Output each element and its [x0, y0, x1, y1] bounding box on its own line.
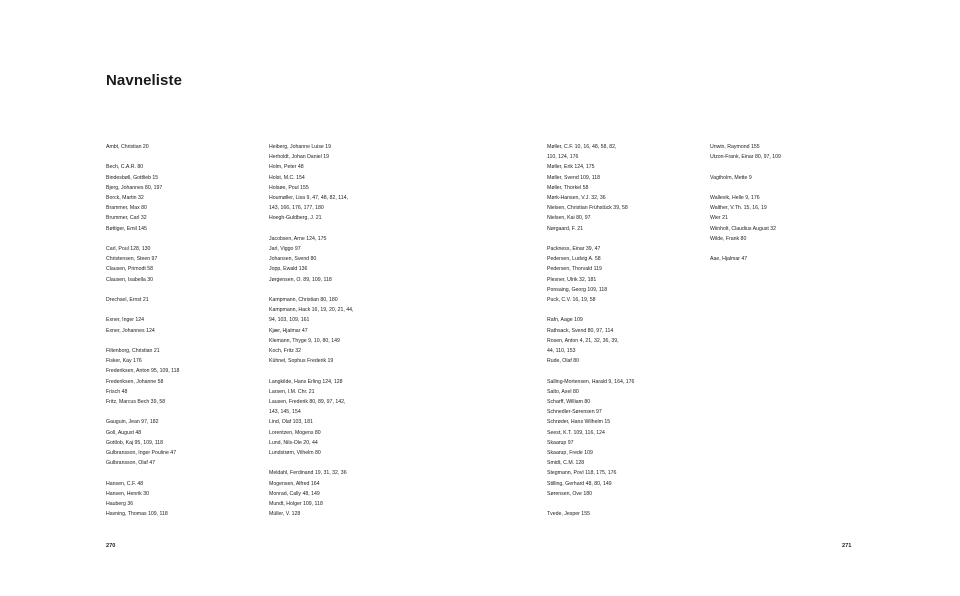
index-entry: Pedersen, Ludvig A. 58	[547, 256, 601, 263]
index-letter-group	[106, 244, 266, 285]
index-entry: Lausen, Frederik 80, 89, 97, 142,	[269, 399, 346, 406]
index-entry: 143, 166, 176, 177, 180	[269, 205, 324, 212]
index-entry: Smidt, C.M. 128	[547, 460, 585, 467]
index-entry: Skaarup 97	[547, 439, 574, 446]
index-letter-group	[547, 142, 707, 234]
index-entry: Ponsaing, Georg 109, 118	[547, 286, 608, 293]
index-entry: Larsen, I.M. Chr. 21	[269, 388, 315, 395]
index-letter-group	[106, 417, 266, 468]
index-entry: Kjær, Hjalmar 47	[269, 327, 308, 334]
index-entry: Salto, Axel 80	[547, 388, 579, 395]
index-entry: Brammer, Max 80	[106, 205, 147, 212]
index-entry: 143, 145, 154	[269, 409, 301, 416]
index-entry: Stegmann, Povl 118, 175, 176	[547, 470, 617, 477]
index-letter-group	[710, 142, 870, 162]
index-entry: Gottlob, Kaj 95, 109, 118	[106, 439, 164, 446]
index-entry: Fritz, Marcus Bech 39, 58	[106, 399, 166, 405]
index-entry: Vagtholm, Mette 9	[710, 174, 752, 181]
index-entry: Utzon-Frank, Einar 80, 97, 109	[710, 154, 781, 161]
index-letter-group	[547, 315, 707, 366]
index-entry: Seest, K.T. 109, 116, 124	[547, 429, 605, 436]
index-letter-group	[710, 173, 870, 183]
index-letter-group	[547, 244, 707, 305]
index-entry: Jopp, Ewald 136	[269, 266, 308, 273]
index-entry: Lind, Olaf 103, 181	[269, 419, 313, 426]
index-entry: Unwin, Raymond 155	[710, 144, 760, 150]
index-entry: Brummer, Carl 32	[106, 215, 147, 222]
index-entry: Havning, Thomas 109, 118	[106, 511, 168, 518]
index-entry: Gulbransson, Olaf 47	[106, 460, 156, 467]
index-entry: Kampmann, Christian 80, 180	[269, 297, 338, 304]
index-entry: Lund, Nils-Ole 20, 44	[269, 439, 318, 446]
index-entry: Skaarup, Frede 109	[547, 450, 593, 457]
index-entry: Møller, Erik 124, 175	[547, 164, 595, 171]
index-entry: Johansen, Svend 80	[269, 256, 317, 263]
index-entry: Rosen, Anton 4, 21, 32, 36, 39,	[547, 337, 619, 344]
index-entry: Sørensen, Ove 180	[547, 490, 592, 497]
index-entry: Müller, V. 128	[269, 511, 301, 518]
index-entry: Jørgensen, O. 89, 109, 118	[269, 276, 332, 283]
index-letter-group	[106, 346, 266, 407]
index-letter-group	[106, 162, 266, 233]
index-entry: Exner, Johannes 124	[106, 327, 155, 334]
index-entry: Gauguin, Jean 97, 182	[106, 419, 159, 426]
index-entry: Hauberg 36	[106, 501, 134, 507]
index-entry: Exner, Inger 124	[106, 317, 145, 324]
index-entry: Plesner, Ulrik 32, 181	[547, 276, 597, 283]
index-entry: Rude, Olaf 80	[547, 358, 580, 365]
index-entry: Langkilde, Hans Erling 124, 128	[269, 378, 343, 385]
index-letter-group	[710, 254, 870, 264]
index-entry: Møller, C.F. 10, 16, 48, 58, 82,	[547, 144, 617, 150]
index-letter-group	[269, 468, 429, 519]
index-entry: Schrøder, Hans Wilhelm 15	[547, 419, 611, 426]
index-entry: Lundstrøm, Vilhelm 80	[269, 450, 321, 457]
index-entry: Mørk-Hansen, V.J. 32, 36	[547, 195, 606, 202]
index-entry: Frederiksen, Anton 95, 109, 118	[106, 368, 180, 375]
index-letter-group	[106, 479, 266, 520]
index-entry: Wilde, Frank 80	[710, 235, 747, 242]
index-letter-group	[106, 295, 266, 305]
index-entry: Borck, Martin 32	[106, 195, 144, 201]
index-entry: Mundt, Holger 109, 118	[269, 501, 323, 508]
index-column-1	[106, 142, 266, 519]
index-entry: Aae, Hjalmar 47	[710, 256, 748, 263]
index-letter-group	[269, 142, 429, 224]
index-entry: Clausen, Isabella 30	[106, 276, 154, 283]
index-entry: Tvede, Jesper 155	[547, 511, 590, 518]
index-entry: Rathsack, Svend 80, 97, 114	[547, 327, 614, 334]
index-letter-group	[106, 142, 266, 152]
index-entry: Walther, V.Th. 15, 16, 19	[710, 205, 767, 212]
page-number-left: 270	[106, 543, 116, 549]
index-entry: Drechsel, Ernst 21	[106, 297, 149, 303]
index-entry: 44, 110, 153	[547, 348, 576, 355]
index-entry: Nielsen, Christian Frühstück 39, 58	[547, 205, 628, 212]
index-entry: Carl, Poul 128, 130	[106, 246, 151, 252]
index-letter-group	[106, 315, 266, 335]
index-entry: Kampmann, Hack 16, 19, 20, 21, 44,	[269, 307, 354, 314]
index-letter-group	[269, 234, 429, 285]
index-entry: Klemann, Thyge 9, 10, 80, 149	[269, 337, 340, 344]
index-entry: Bjerg, Johannes 80, 197	[106, 184, 163, 191]
index-entry: Packness, Einar 39, 47	[547, 246, 601, 253]
index-entry: Holsøe, Poul 155	[269, 184, 309, 191]
index-entry: Puck, C.V. 16, 19, 58	[547, 297, 596, 304]
index-entry: Koch, Fritz 32	[269, 348, 302, 355]
index-entry: Wallevik, Helle 9, 176	[710, 194, 760, 201]
index-entry: Ambt, Christian 20	[106, 144, 149, 150]
index-column-4	[710, 142, 870, 264]
index-entry: Filtenborg, Christian 21	[106, 347, 160, 354]
index-entry: Mogensen, Alfred 164	[269, 480, 320, 487]
index-entry: Rafn, Aage 109	[547, 317, 583, 324]
index-entry: Heiberg, Johanne Luise 19	[269, 144, 332, 150]
index-entry: 94, 103, 109, 161	[269, 317, 310, 324]
index-entry: Hansen, Henrik 30	[106, 490, 149, 497]
index-entry: Fisker, Kay 176	[106, 358, 142, 365]
index-entry: Wier 21	[710, 215, 728, 222]
index-entry: Herholdt, Johan Daniel 19	[269, 154, 329, 161]
index-letter-group	[269, 295, 429, 366]
index-column-2	[269, 142, 429, 519]
index-entry: Frisch 48	[106, 388, 128, 395]
index-entry: Møller, Svend 109, 118	[547, 174, 600, 181]
index-entry: Frederiksen, Johanne 58	[106, 378, 164, 385]
index-entry: Jacobsen, Arne 124, 175	[269, 235, 327, 242]
index-entry: Lorentzen, Mogens 80	[269, 429, 321, 436]
page-number-right: 271	[842, 543, 852, 549]
index-entry: Goll, August 48	[106, 429, 142, 436]
index-entry: Schnedler-Sørensen 97	[547, 409, 602, 416]
index-entry: Jarl, Viggo 97	[269, 246, 301, 253]
index-entry: Nørgaard, F. 21	[547, 225, 584, 232]
index-entry: Møller, Thorkel 58	[547, 184, 589, 191]
index-entry: Scharff, William 80	[547, 399, 591, 406]
index-entry: Gulbransson, Inger Pouline 47	[106, 450, 177, 456]
index-entry: Pedersen, Thorvald 119	[547, 266, 602, 273]
index-letter-group	[269, 377, 429, 459]
index-entry: Nielsen, Kai 80, 97	[547, 215, 591, 222]
index-column-3	[547, 142, 707, 519]
index-entry: Bøttiger, Emil 145	[106, 225, 147, 232]
page-title: Navneliste	[106, 72, 183, 89]
index-entry: Wiinholt, Claudius August 32	[710, 225, 777, 232]
index-entry: Kühnel, Sophus Frederik 19	[269, 358, 334, 365]
index-entry: Bech, C.A.R. 80	[106, 164, 144, 171]
index-entry: Houmøller, Lisa 9, 47, 48, 82, 114,	[269, 195, 348, 202]
index-entry: Bindesbøll, Gottlieb 15	[106, 174, 159, 181]
index-entry: Meldahl, Ferdinand 19, 31, 32, 36	[269, 470, 347, 477]
index-letter-group	[547, 509, 707, 519]
index-entry: Holm, Peter 48	[269, 164, 304, 171]
index-entry: Stilling, Gerhard 48, 80, 149	[547, 480, 612, 487]
index-entry: 110, 124, 176	[547, 154, 579, 161]
index-entry: Salling-Mortensen, Harald 9, 164, 176	[547, 378, 635, 385]
index-letter-group	[710, 193, 870, 244]
index-entry: Monrad, Cally 48, 149	[269, 490, 320, 497]
index-entry: Hansen, C.F. 48	[106, 480, 144, 487]
index-entry: Clausen, Primodt 58	[106, 266, 153, 273]
index-letter-group	[547, 377, 707, 499]
index-entry: Christensen, Steen 97	[106, 256, 158, 263]
index-entry: Hoegh-Guldberg, J. 21	[269, 215, 322, 222]
index-entry: Holst, M.C. 154	[269, 174, 305, 181]
